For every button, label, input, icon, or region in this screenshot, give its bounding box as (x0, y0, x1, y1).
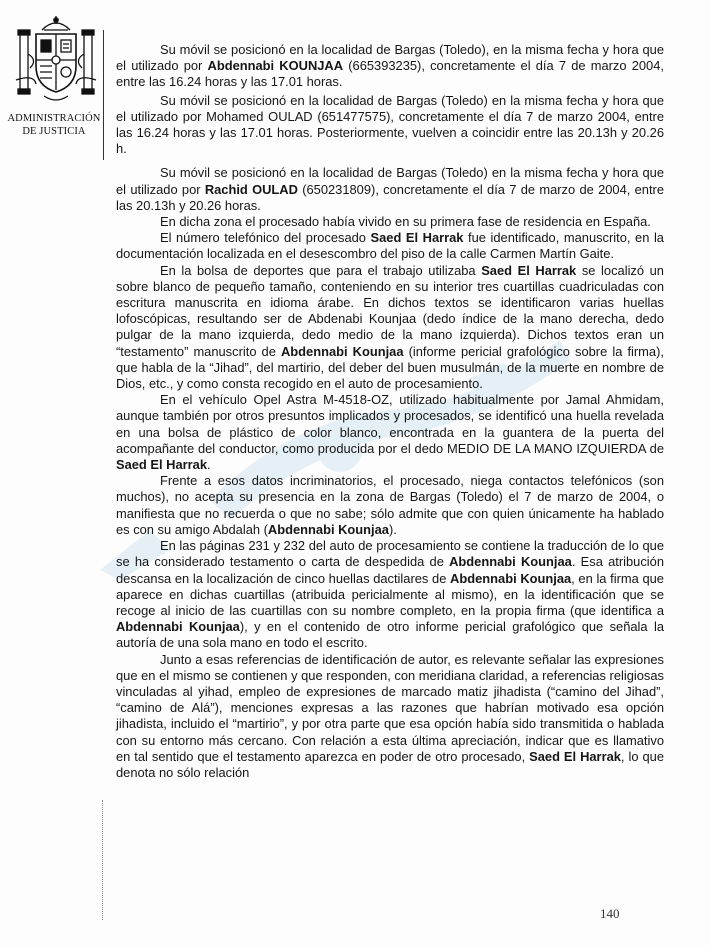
text-run: Su móvil se posicionó en la localidad de Bargas (Toledo) en la misma fecha y hora que el utilizado por Mohamed OULAD (651477575), concretamente el día 7 de marzo 2004, entre las 16.24 horas y las 17.01 horas. Posteriormente, vuelven a coincidir entre las 20.13h y 20.26 h. (116, 92, 664, 157)
bold-text-run: Saed El Harrak (481, 262, 577, 278)
bold-text-run: Abdennabi Kounjaa (267, 521, 389, 537)
text-run: , en la firma que aparece en dichas cuartillas (atribuida pericialmente al mismo), en la identificación que se recoge al inicio de las cuartillas con su nombre completo, en la propia firma (que identifica a (116, 570, 664, 618)
text-run: En la bolsa de deportes que para el trabajo utilizaba (160, 262, 482, 278)
paragraph (116, 652, 664, 782)
text-run: se localizó un sobre blanco de pequeño tamaño, conteniendo en su interior tres cuartillas cuadriculadas con escritura manuscrita en idioma árabe. En dichos textos se identificaron varias huellas lofoscópicas, resultando ser de Abdenabi Kounjaa (dedo índice de la mano derecha, dedo pulgar de la mano izquierda, dedo medio de la mano izquierda). Dichos textos eran un “testamento” manuscrito de (116, 262, 664, 359)
paragraph (116, 165, 664, 214)
text-run: Su móvil se posicionó en la localidad de Bargas (Toledo), en la misma fecha y hora que el utilizado por (116, 42, 664, 74)
text-run: En dicha zona el procesado había vivido en su primera fase de residencia en España. (160, 214, 651, 230)
bold-text-run: Rachid OULAD (204, 181, 298, 197)
text-run: (650231809), concretamente el día 7 de marzo de 2004, entre las 20.13h y 20.26 horas. (116, 181, 664, 213)
bold-text-run: Saed El Harrak (116, 457, 208, 473)
bold-text-run: Abdennabi Kounjaa (449, 554, 572, 570)
bold-text-run: Abdennabi Kounjaa (116, 619, 240, 635)
text-run: ), y en el contenido de otro informe pericial grafológico que señala la autoría de una sola mano en todo el escrito. (116, 619, 664, 651)
margin-rule (103, 30, 104, 160)
bold-text-run: Saed El Harrak (529, 748, 621, 764)
paragraph (116, 230, 664, 262)
paragraph (116, 263, 664, 393)
text-run: ). (388, 521, 397, 537)
bold-text-run: Abdennabi Kounjaa (280, 343, 404, 359)
coat-of-arms-icon (14, 14, 98, 106)
page-number: 140 (600, 906, 620, 921)
text-run: El número telefónico del procesado (160, 230, 371, 246)
margin-dots (102, 800, 105, 920)
paragraph (116, 214, 664, 230)
paragraph (116, 538, 664, 651)
bold-text-run: Abdennabi KOUNJAA (207, 58, 344, 74)
paragraph (116, 473, 664, 538)
paragraph (116, 392, 664, 473)
paragraph (116, 42, 664, 91)
bold-text-run: Abdennabi Kounjaa (450, 570, 572, 586)
text-run: . Esa atribución descansa en la localización de cinco huellas dactilares de (116, 554, 664, 586)
text-run: Su móvil se posicionó en la localidad de Bargas (Toledo) en la misma fecha y hora que el utilizado por (116, 165, 664, 197)
text-run: . (207, 457, 211, 473)
text-run: En el vehículo Opel Astra M-4518-OZ, utilizado habitualmente por Jamal Ahmidam, aunque también por otros presuntos implicados y procesados, se identificó una huella revelada en una bolsa de plástico de color blanco, encontrada en la guantera de la puerta del acompañante del conductor, como producida por el dedo MEDIO DE LA MANO IZQUIERDA de (116, 392, 664, 456)
bold-text-run: Saed El Harrak (370, 230, 464, 246)
text-run: Junto a esas referencias de identificación de autor, es relevante señalar las expresiones que en el mismo se contienen y que responden, con meridiana claridad, a referencias religiosas vinculadas al yihad, empleo de expresiones de marcado matiz jihadista (“camino del Jihad”, “camino de Alá”), menciones expresas a las razones que habrían motivado esa opción jihadista, incluido el “martirio”, y por otra parte que esa opción había sido transmitida o hablada con su entorno más cercano. Con relación a esta última apreciación, indicar que es llamativo en tal sentido que el testamento aparezca en poder de otro procesado, (116, 651, 664, 764)
text-run: fue identificado, manuscrito, en la documentación localizada en el desescombro del piso de la calle Carmen Martín Gaite. (116, 230, 664, 262)
text-run: (665393235), concretamente el día 7 de marzo 2004, entre las 16.24 horas y las 17.01 horas. (116, 58, 664, 90)
document-body (116, 42, 664, 781)
institution-name (6, 112, 102, 138)
paragraph (116, 93, 664, 158)
text-run: En las páginas 231 y 232 del auto de procesamiento se contiene la traducción de lo que se ha considerado testamento o carta de despedida de (116, 538, 664, 570)
institution-line-1: ADMINISTRACIÓN (7, 113, 101, 124)
text-run: , lo que denota no sólo relación (116, 748, 664, 780)
institution-line-2: DE JUSTICIA (22, 126, 86, 137)
text-run: (informe pericial grafológico sobre la firma), que habla de la “Jihad”, del martirio, del deber del buen musulmán, de la muerte en nombre de Dios, etc., y como consta recogido en el auto de procesamiento. (116, 343, 664, 392)
text-run: Frente a esos datos incriminatorios, el procesado, niega contactos telefónicos (son muchos), no acepta su presencia en la zona de Bargas (Toledo) el 7 de marzo de 2004, o manifiesta que no recuerda o que no sabe; sólo admite que con quien únicamente ha hablado es con su amigo Abdalah ( (116, 473, 664, 537)
